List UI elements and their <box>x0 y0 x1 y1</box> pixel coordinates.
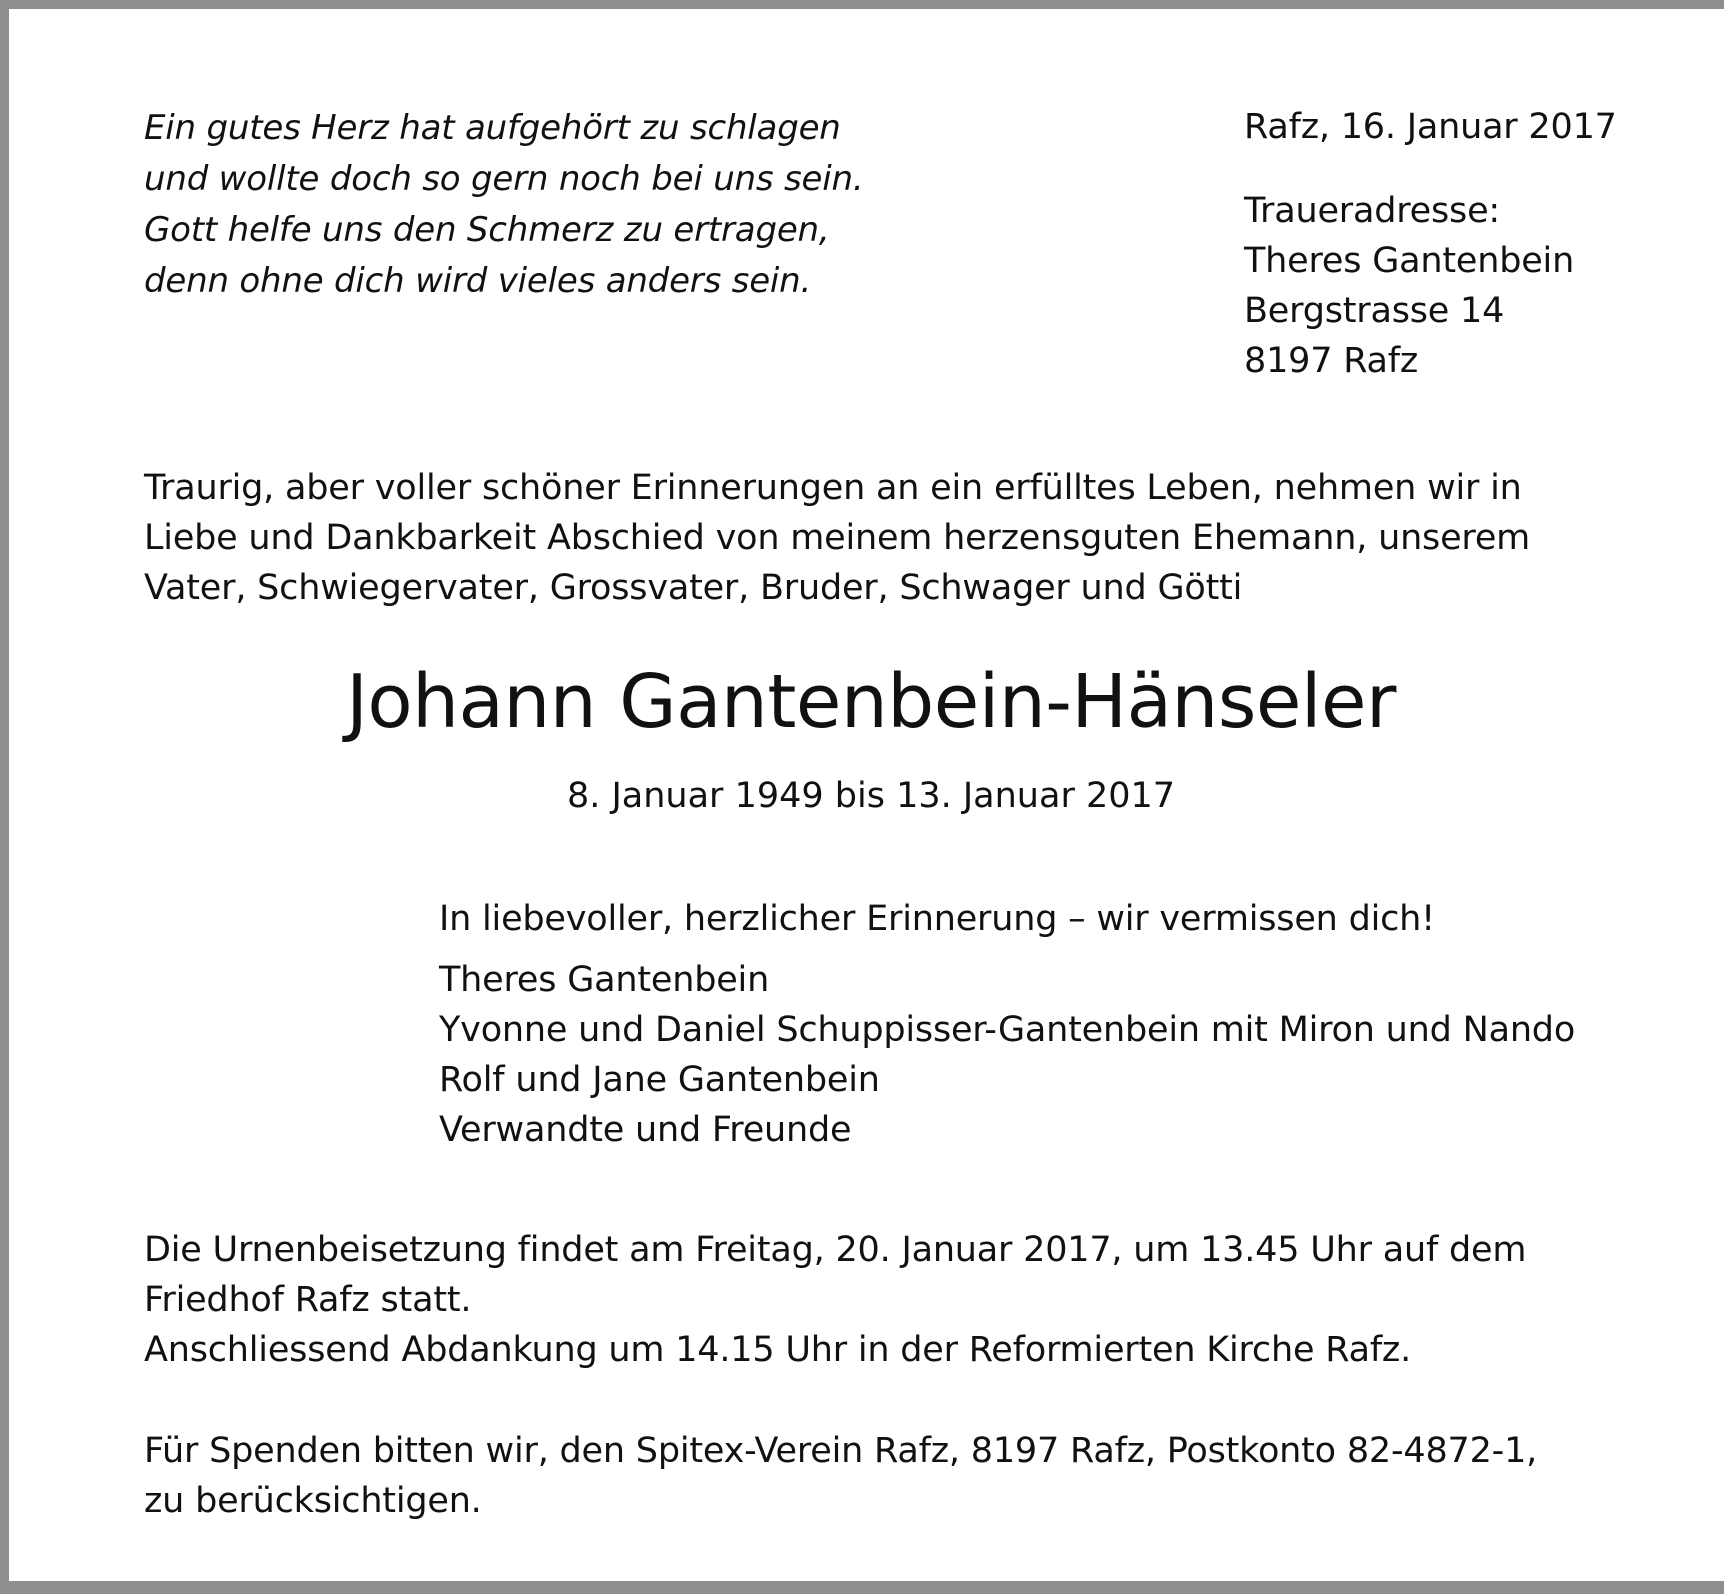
ceremony-info <box>144 1225 1526 1375</box>
family-member: Theres Gantenbein <box>439 960 770 1000</box>
donation-info <box>144 1426 1537 1526</box>
memory-line: In liebevoller, herzlicher Erinnerung – wir vermissen dich! <box>439 899 1435 939</box>
family-member: Yvonne und Daniel Schuppisser-Gantenbein mit Miron und Nando <box>439 1010 1576 1050</box>
life-dates: 8. Januar 1949 bis 13. Januar 2017 <box>566 776 1176 816</box>
intro-line: Vater, Schwiegervater, Grossvater, Bruder, Schwager und Götti <box>144 568 1243 608</box>
poem-line: denn ohne dich wird vieles anders sein. <box>144 261 812 301</box>
mourning-address <box>1244 186 1574 386</box>
donation-line: Für Spenden bitten wir, den Spitex-Verein Rafz, 8197 Rafz, Postkonto 82-4872-1, <box>144 1431 1538 1471</box>
address-label: Traueradresse: <box>1244 191 1500 231</box>
poem-line: Gott helfe uns den Schmerz zu ertragen, <box>144 210 830 250</box>
memorial-poem <box>144 103 863 307</box>
intro-line: Traurig, aber voller schöner Erinnerungen an ein erfülltes Leben, nehmen wir in <box>144 468 1522 508</box>
ceremony-line: Die Urnenbeisetzung findet am Freitag, 20. Januar 2017, um 13.45 Uhr auf dem <box>144 1230 1527 1270</box>
ceremony-line: Anschliessend Abdankung um 14.15 Uhr in der Reformierten Kirche Rafz. <box>144 1330 1412 1370</box>
address-street: Bergstrasse 14 <box>1244 291 1505 331</box>
address-name: Theres Gantenbein <box>1244 241 1575 281</box>
poem-line: und wollte doch so gern noch bei uns sein. <box>144 159 864 199</box>
place-date: Rafz, 16. Januar 2017 <box>1244 107 1617 147</box>
ceremony-line: Friedhof Rafz statt. <box>144 1280 472 1320</box>
family-member: Rolf und Jane Gantenbein <box>439 1060 880 1100</box>
intro-paragraph <box>144 463 1530 613</box>
address-city: 8197 Rafz <box>1244 341 1419 381</box>
donation-line: zu berücksichtigen. <box>144 1481 482 1521</box>
deceased-name: Johann Gantenbein-Hänseler <box>346 659 1396 745</box>
poem-line: Ein gutes Herz hat aufgehört zu schlagen <box>144 108 841 148</box>
intro-line: Liebe und Dankbarkeit Abschied von meinem herzensguten Ehemann, unserem <box>144 518 1531 558</box>
family-list <box>439 955 1575 1155</box>
family-member: Verwandte und Freunde <box>439 1110 852 1150</box>
